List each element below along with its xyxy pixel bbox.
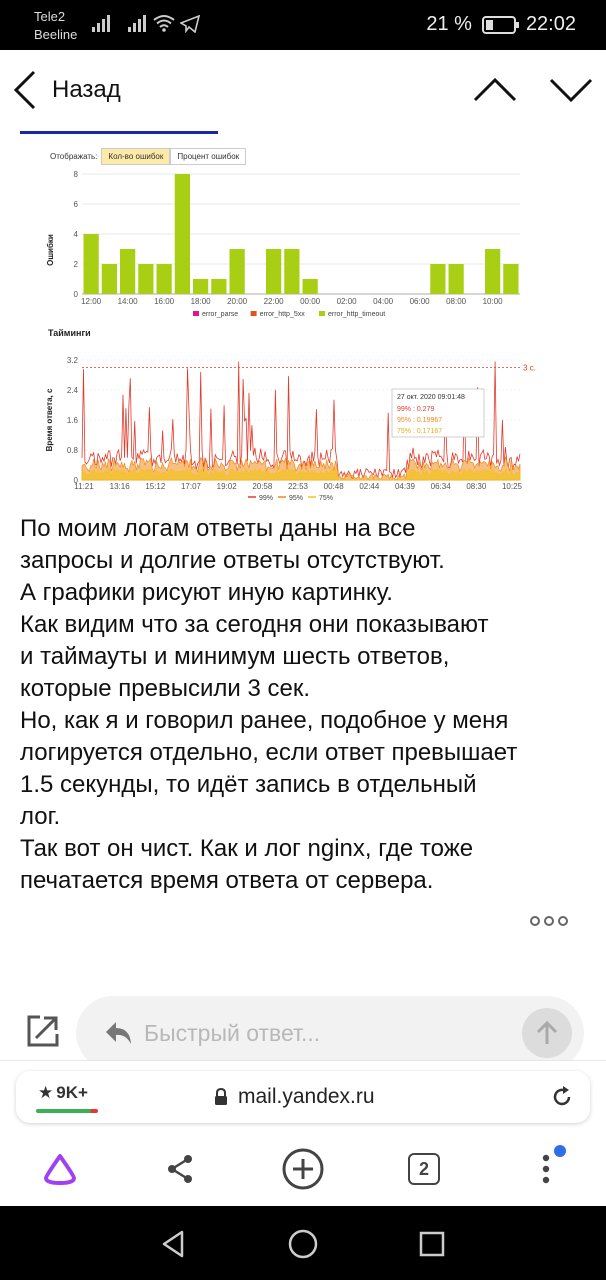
x-tick-label: 13:16 [109, 482, 130, 491]
timings-line-chart [0, 326, 606, 506]
battery-percent: 21 % [426, 13, 472, 35]
x-tick-label: 08:00 [446, 297, 467, 306]
display-toggle-label: Отображать: [50, 152, 98, 161]
x-tick-label: 22:00 [263, 297, 284, 306]
message-line: Так вот он чист. Как и лог nginx, где тоже [20, 835, 474, 862]
chevron-up-icon [475, 80, 515, 100]
circle-home-icon [287, 1228, 319, 1260]
carrier-2: Beeline [34, 27, 78, 42]
legend-swatch [193, 311, 199, 316]
quick-reply-bar [76, 996, 584, 1070]
browser-toolbar [0, 1141, 606, 1197]
x-tick-label: 04:00 [373, 297, 394, 306]
threshold-label: 3 с. [523, 363, 536, 373]
message-line: Как видим что за сегодня они показывают [20, 611, 489, 638]
y-tick-label: 0 [73, 476, 78, 485]
x-tick-label: 11:21 [74, 482, 94, 491]
nav-back-button[interactable] [155, 1226, 191, 1262]
x-tick-label: 04:39 [394, 482, 416, 491]
clock: 22:02 [525, 13, 576, 35]
y-tick-label: 3.2 [66, 356, 78, 365]
x-tick-label: 22:53 [287, 482, 309, 491]
y-tick-label: 0.8 [66, 446, 78, 455]
square-recents-icon [418, 1230, 446, 1258]
legend-swatch [319, 311, 325, 316]
notification-dot [554, 1145, 566, 1157]
reply-icon [104, 1020, 132, 1046]
x-tick-label: 20:00 [227, 297, 248, 306]
x-tick-label: 16:00 [154, 297, 175, 306]
status-bar [0, 0, 606, 50]
url-display[interactable] [214, 1085, 375, 1109]
bar [138, 264, 153, 294]
tabs-button[interactable] [402, 1147, 446, 1191]
previous-message-button[interactable] [472, 72, 518, 108]
x-tick-label: 15:12 [145, 482, 166, 491]
tabs-count: 2 [408, 1153, 440, 1185]
message-line: логируется отдельно, если ответ превышает [20, 739, 518, 766]
chart-tooltip [392, 389, 484, 437]
message-line: 1.5 секунды, то идёт запись в отдельный [20, 771, 477, 798]
bar [449, 264, 464, 294]
message-line: А графики рисуют иную картинку. [20, 579, 393, 606]
message-line: По моим логам ответы даны на все [20, 515, 416, 542]
back-button[interactable] [12, 68, 121, 112]
alice-icon [40, 1152, 80, 1186]
x-tick-label: 18:00 [190, 297, 211, 306]
url-text: mail.yandex.ru [238, 1085, 375, 1108]
carrier-names [34, 8, 77, 44]
bar [284, 249, 299, 294]
x-tick-label: 19:02 [216, 482, 237, 491]
star-icon: ★ [38, 1083, 54, 1102]
dot-icon [530, 916, 540, 926]
legend-swatch [251, 311, 257, 316]
y-tick-label: 0 [73, 290, 78, 299]
bar [120, 249, 135, 294]
reload-button[interactable] [550, 1085, 574, 1109]
bar [485, 249, 500, 294]
nav-home-button[interactable] [285, 1226, 321, 1262]
y-tick-label: 2.4 [66, 386, 78, 395]
message-body [20, 513, 595, 897]
bar [266, 249, 281, 294]
signal-icon [92, 14, 110, 32]
embedded-charts-image [0, 140, 606, 510]
bar [211, 279, 226, 294]
kebab-menu-icon [541, 1152, 551, 1186]
open-external-button[interactable] [26, 1014, 60, 1048]
x-tick-label: 17:07 [180, 482, 202, 491]
message-line: лог. [20, 803, 61, 830]
display-toggle [50, 148, 246, 165]
error-percent-toggle[interactable]: Процент ошибок [170, 148, 246, 165]
bar-chart-ylabel: Ошибки [46, 234, 55, 266]
y-tick-label: 1.6 [66, 416, 78, 425]
legend-label: error_parse [202, 311, 239, 318]
arrow-up-icon [535, 1020, 559, 1046]
message-header [0, 50, 606, 130]
carrier-1: Tele2 [34, 9, 66, 24]
wifi-icon [152, 14, 176, 32]
x-tick-label: 02:44 [359, 482, 380, 491]
address-bar[interactable] [16, 1071, 590, 1123]
x-tick-label: 00:48 [323, 482, 344, 491]
timings-title: Тайминги [48, 328, 91, 338]
bar [175, 174, 190, 294]
status-right [426, 13, 576, 36]
dot-icon [544, 916, 554, 926]
message-line: и таймауты и минимум шесть ответов, [20, 643, 450, 670]
legend-label: error_http_5xx [259, 311, 305, 318]
message-line: печатается время ответа от сервера. [20, 867, 434, 894]
x-tick-label: 20:58 [252, 482, 273, 491]
browser-menu-button[interactable] [524, 1147, 568, 1191]
site-rating[interactable] [38, 1083, 88, 1103]
bar [102, 264, 117, 294]
bar [157, 264, 172, 294]
telegram-icon [180, 15, 200, 33]
message-line: Но, как я и говорил ранее, подобное у меня [20, 707, 509, 734]
line-chart-ylabel: Время ответа, с [45, 388, 54, 452]
bar [430, 264, 445, 294]
error-count-toggle[interactable]: Кол-во ошибок [101, 148, 170, 165]
tooltip-row-99: 99% : 0.279 [397, 406, 435, 413]
back-label: Назад [52, 76, 121, 103]
message-line: которые превысили 3 сек. [20, 675, 310, 702]
y-tick-label: 4 [73, 230, 78, 239]
tooltip-row-95: 95% : 0.19967 [397, 417, 443, 424]
new-tab-button[interactable] [281, 1147, 325, 1191]
triangle-back-icon [160, 1230, 186, 1258]
x-tick-label: 12:00 [81, 297, 102, 306]
bar [193, 279, 208, 294]
chevron-down-icon [551, 80, 591, 100]
next-message-button[interactable] [548, 72, 594, 108]
y-tick-label: 2 [73, 260, 78, 269]
tooltip-title: 27 окт. 2020 09:01:48 [397, 394, 465, 401]
android-nav-bar [0, 1206, 606, 1280]
rating-value: 9K+ [56, 1083, 88, 1102]
y-tick-label: 8 [73, 170, 78, 179]
legend-label: 75% [319, 495, 334, 502]
quote-divider [20, 131, 218, 134]
chevron-left-icon [12, 70, 38, 110]
x-tick-label: 02:00 [336, 297, 357, 306]
x-tick-label: 06:00 [409, 297, 430, 306]
legend-label: 95% [289, 495, 304, 502]
x-tick-label: 10:00 [482, 297, 503, 306]
signal-icon-2 [128, 14, 146, 32]
message-line: запросы и долгие ответы отсутствуют. [20, 547, 445, 574]
bar [230, 249, 245, 294]
plus-circle-icon [281, 1147, 325, 1191]
x-tick-label: 10:25 [501, 482, 523, 491]
bar [84, 234, 99, 294]
alice-button[interactable] [38, 1147, 82, 1191]
more-options-button[interactable] [530, 916, 568, 926]
y-tick-label: 6 [73, 200, 78, 209]
legend-label: error_http_timeout [328, 311, 386, 318]
nav-recents-button[interactable] [414, 1226, 450, 1262]
send-button[interactable] [522, 1008, 572, 1058]
x-tick-label: 00:00 [300, 297, 321, 306]
x-tick-label: 06:34 [430, 482, 451, 491]
browser-bar [0, 1060, 606, 1206]
x-tick-label: 14:00 [117, 297, 138, 306]
x-tick-label: 08:30 [466, 482, 487, 491]
bar [503, 264, 518, 294]
legend-label: 99% [259, 495, 274, 502]
share-button[interactable] [158, 1147, 202, 1191]
battery-icon [482, 16, 516, 34]
share-icon [164, 1153, 196, 1185]
bar [303, 279, 318, 294]
dot-icon [558, 916, 568, 926]
lock-icon [214, 1088, 228, 1106]
tooltip-row-75: 75% : 0.17167 [397, 428, 443, 435]
quick-reply-input[interactable] [144, 1016, 514, 1050]
rating-bar [36, 1109, 98, 1113]
errors-bar-chart [0, 166, 606, 346]
